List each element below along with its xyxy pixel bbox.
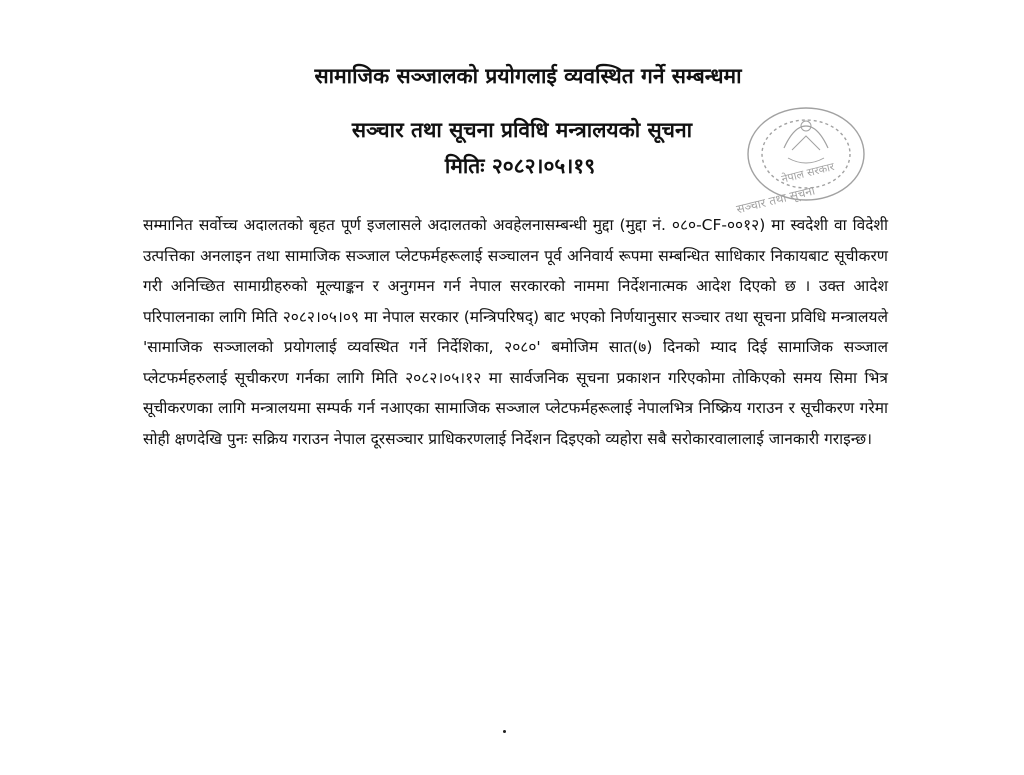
ministry-heading: सञ्चार तथा सूचना प्रविधि मन्त्रालयको सूचना [351, 118, 693, 142]
notice-body: सम्मानित सर्वोच्च अदालतको बृहत पूर्ण इजलासले अदालतको अवहेलनासम्बन्धी मुद्दा (मुद्दा नं. ०८०-CF-००१२) मा स्वदेशी वा विदेशी उत्पत्तिका अनलाइन तथा सामाजिक सञ्जाल प्लेटफर्महरूलाई सञ्चालन पूर्व अनिवार्य रूपमा सम्बन्धित साधिकार निकायबाट सूचीकरण गरी अनिच्छित सामाग्रीहरुको मूल्याङ्कन र अनुगमन गर्न नेपाल सरकारको नाममा निर्देशनात्मक आदेश दिएको छ । उक्त आदेश परिपालनाका लागि मिति २०८२।०५।०९ मा नेपाल सरकार (मन्त्रिपरिषद्) बाट भएको निर्णयानुसार सञ्चार तथा सूचना प्रविधि मन्त्रालयले 'सामाजिक सञ्जालको प्रयोगलाई व्यवस्थित गर्ने निर्देशिका, २०८०' बमोजिम सात(७) दिनको म्याद दिई सामाजिक सञ्जाल प्लेटफर्महरुलाई सूचीकरण गर्नका लागि मिति २०८२।०५।१२ मा सार्वजनिक सूचना प्रकाशन गरिएकोमा तोकिएको समय सिमा भित्र सूचीकरणका लागि मन्त्रालयमा सम्पर्क गर्न नआएका सामाजिक सञ्जाल प्लेटफर्महरूलाई नेपालभित्र निष्क्रिय गराउन र सूचीकरण गरेमा सोही क्षणदेखि पुनः सक्रिय गराउन नेपाल दूरसञ्चार प्राधिकरणलाई निर्देशन दिइएको व्यहोरा सबै सरोकारवालालाई जानकारी गराइन्छ। [143, 216, 888, 448]
stamp-text-1: नेपाल सरकार [780, 160, 836, 186]
notice-date: मितिः २०८२।०५।१९ [444, 154, 596, 178]
stamp-text-2: सञ्चार तथा सूचना [735, 183, 817, 216]
page-mark [503, 730, 506, 733]
notice-title: सामाजिक सञ्जालको प्रयोगलाई व्यवस्थित गर्ने सम्बन्धमा [314, 64, 742, 88]
official-seal-icon [722, 96, 882, 216]
